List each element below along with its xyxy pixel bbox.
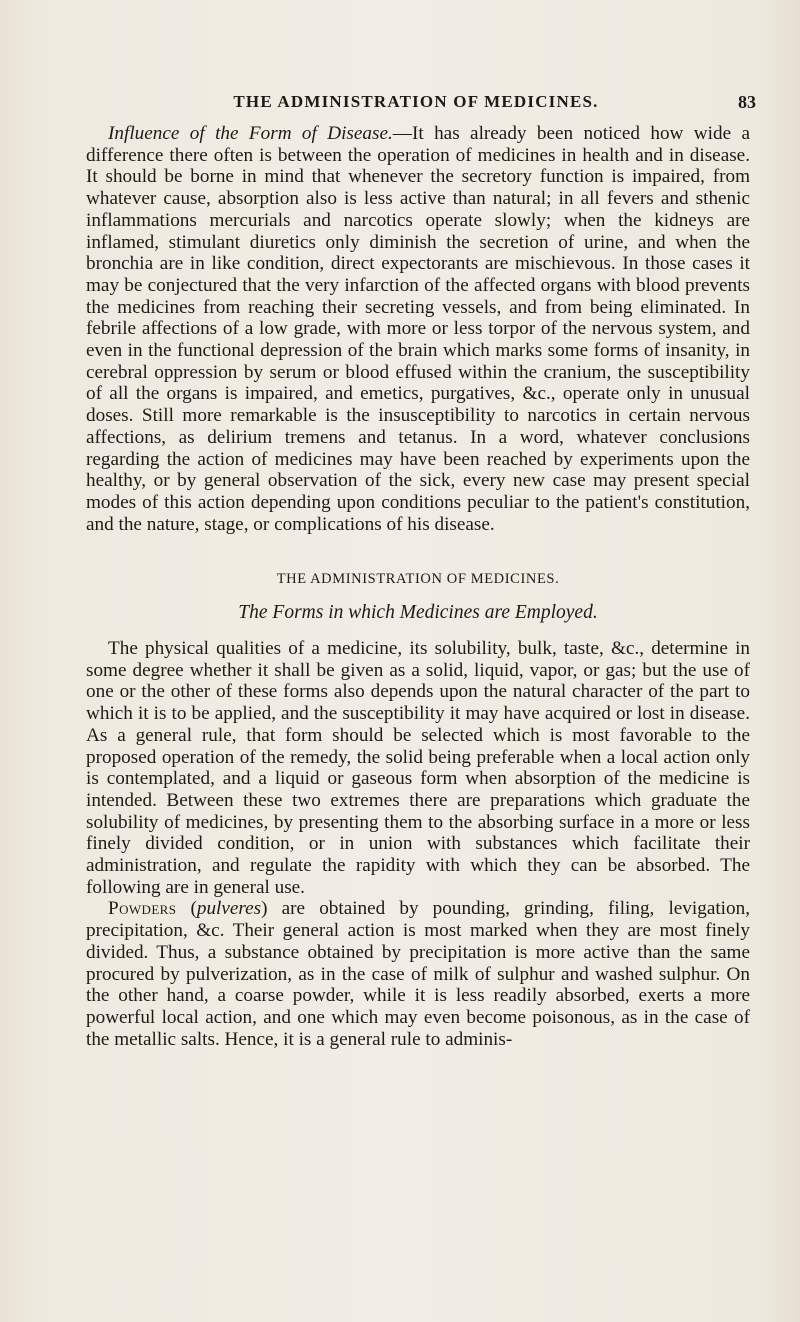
paragraph-body: —It has already been noticed how wide a difference there often is between the operation of medicines in health and in disease. It should be borne in mind that whenever the secretory function is impaired, from whatever cause, absorption also is less active than natural; in all fevers and sthenic inflammations mercurials and narcotics operate slowly; when the kidneys are inflamed, stimulant diuretics only diminish the secretion of urine, and when the bronchia are in like condition, direct expectorants are mischievous. In those cases it may be conjectured that the very infarction of the affected organs with blood prevents the medicines from reaching their secreting vessels, and from being eliminated. In febrile affections of a low grade, with more or less torpor of the nervous system, and even in the functional depression of the brain which marks some forms of insanity, in cerebral oppression by serum or blood effused within the cranium, the susceptibility of all the organs is impaired, and emetics, purgatives, &c., operate only in unusual doses. Still more remarkable is the insusceptibility to narcotics in certain nervous affections, as delirium tremens and tetanus. In a word, whatever conclusions regarding the action of medicines may have been reached by experiments upon the healthy, or by general observation of the sick, every new case may present special modes of this action depending upon conditions peculiar to the patient's constitution, and the nature, stage, or complications of his disease. (86, 123, 750, 535)
paragraph-powders (86, 898, 750, 1050)
paren-open: ( (176, 898, 197, 920)
running-header (86, 92, 756, 116)
term-pulveres: pulveres (196, 898, 262, 920)
section-forms-of-medicines (86, 638, 750, 1050)
page-number: 83 (738, 92, 756, 112)
running-title: THE ADMINISTRATION OF MEDICINES. (233, 92, 599, 111)
term-powders: Powders (108, 898, 177, 920)
paragraph-powders-body: are obtained by pounding, grinding, filing, levigation, precipitation, &c. Their general action is most marked when they are most finely divided. Thus, a substance obtained by precipitation is more active than the same procured by pulverization, as in the case of milk of sulphur and washed sulphur. On the other hand, a coarse powder, while it is less readily absorbed, exerts a more powerful local action, and one which may even become poisonous, as in the case of the metallic salts. Hence, it is a general rule to adminis- (86, 898, 750, 1050)
paragraph-physical-qualities: The physical qualities of a medicine, its solubility, bulk, taste, &c., determine in some degree whether it shall be given as a solid, liquid, vapor, or gas; but the use of one or the other of these forms also depends upon the natural character of the part to which it is to be applied, and the susceptibility it may have acquired or lost in disease. As a general rule, that form should be selected which is most favorable to the proposed operation of the remedy, the solid being preferable when a local action only is contemplated, and a liquid or gaseous form when absorption of the medicine is intended. Between these two extremes there are preparations which graduate the solubility of medicines, by presenting them to the absorbing surface in a more or less finely divided condition, or in union with substances which facilitate their administration, and regulate the rapidity with which they can be absorbed. The following are in general use. (86, 638, 750, 898)
paren-close: ) (261, 898, 268, 920)
section-influence-of-disease (86, 123, 750, 535)
paragraph-influence (86, 123, 750, 535)
section-subheading: The Forms in which Medicines are Employed. (238, 602, 598, 623)
section-heading: THE ADMINISTRATION OF MEDICINES. (276, 571, 560, 587)
paragraph-lead-title: Influence of the Form of Disease. (108, 123, 393, 144)
